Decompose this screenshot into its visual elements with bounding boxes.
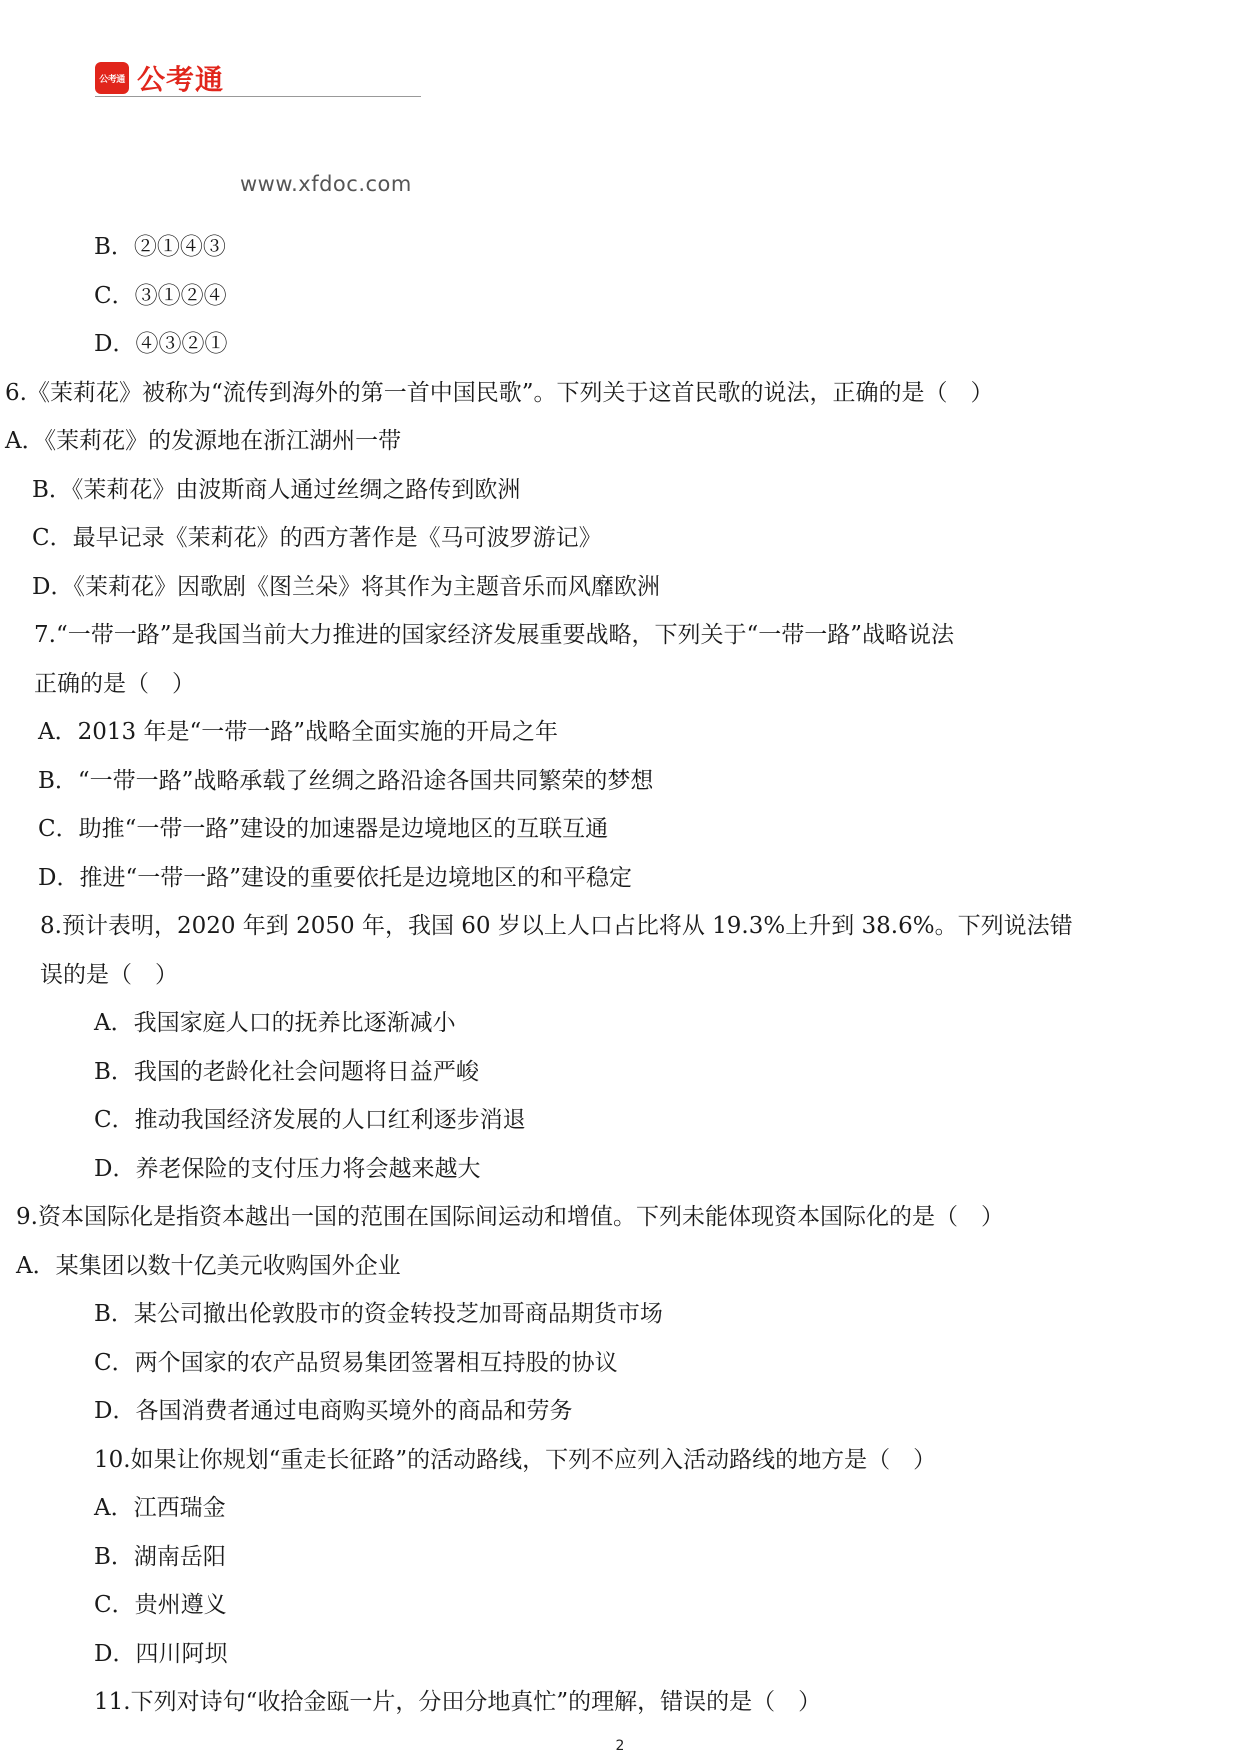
option-d-q8: D．养老保险的支付压力将会越来越大 [94, 1156, 481, 1182]
question-7-cont: 正确的是（ ） [34, 671, 195, 697]
question-6: 6.《茉莉花》被称为“流传到海外的第一首中国民歌”。下列关于这首民歌的说法，正确的是（ ） [5, 380, 994, 406]
page-number: 2 [615, 1738, 625, 1754]
option-a-q9: A．某集团以数十亿美元收购国外企业 [16, 1253, 401, 1279]
question-7: 7.“一带一路”是我国当前大力推进的国家经济发展重要战略，下列关于“一带一路”战略说法 [34, 622, 954, 648]
option-a-q8: A．我国家庭人口的抚养比逐渐减小 [94, 1010, 456, 1036]
option-c-q10: C．贵州遵义 [94, 1592, 227, 1618]
option-c-q5: C．③①②④ [94, 283, 227, 309]
option-d-q6: D．《茉莉花》因歌剧《图兰朵》将其作为主题音乐而风靡欧洲 [32, 574, 660, 600]
question-8: 8.预计表明，2020 年到 2050 年，我国 60 岁以上人口占比将从 19.3%上升到 38.6%。下列说法错 [40, 913, 1073, 939]
header-divider [95, 96, 421, 97]
option-b-q7: B．“一带一路”战略承载了丝绸之路沿途各国共同繁荣的梦想 [38, 768, 654, 794]
option-a-q6: A．《茉莉花》的发源地在浙江湖州一带 [5, 428, 402, 454]
logo-text: 公考通 [137, 63, 225, 96]
brand-logo [95, 58, 224, 98]
option-d-q9: D．各国消费者通过电商购买境外的商品和劳务 [94, 1398, 573, 1424]
option-b-q5: B．②①④③ [94, 234, 226, 260]
question-11: 11.下列对诗句“收拾金瓯一片，分田分地真忙”的理解，错误的是（ ） [94, 1689, 822, 1715]
option-a-q7: A．2013 年是“一带一路”战略全面实施的开局之年 [38, 719, 558, 745]
question-8-cont: 误的是（ ） [40, 962, 178, 988]
option-b-q8: B．我国的老龄化社会问题将日益严峻 [94, 1059, 479, 1085]
option-b-q9: B．某公司撤出伦敦股市的资金转投芝加哥商品期货市场 [94, 1301, 663, 1327]
option-d-q10: D．四川阿坝 [94, 1641, 228, 1667]
option-a-q10: A．江西瑞金 [94, 1495, 226, 1521]
question-10: 10.如果让你规划“重走长征路”的活动路线，下列不应列入活动路线的地方是（ ） [94, 1447, 937, 1473]
logo-badge-icon: 公考通 [95, 62, 129, 94]
option-d-q7: D．推进“一带一路”建设的重要依托是边境地区的和平稳定 [38, 865, 632, 891]
option-c-q6: C．最早记录《茉莉花》的西方著作是《马可波罗游记》 [32, 525, 602, 551]
option-d-q5: D．④③②① [94, 331, 228, 357]
question-9: 9.资本国际化是指资本越出一国的范围在国际间运动和增值。下列未能体现资本国际化的是（ ） [16, 1204, 1004, 1230]
option-b-q6: B．《茉莉花》由波斯商人通过丝绸之路传到欧洲 [32, 477, 521, 503]
option-c-q7: C．助推“一带一路”建设的加速器是边境地区的互联互通 [38, 816, 609, 842]
option-b-q10: B．湖南岳阳 [94, 1544, 226, 1570]
option-c-q9: C．两个国家的农产品贸易集团签署相互持股的协议 [94, 1350, 618, 1376]
watermark-url: www.xfdoc.com [240, 172, 412, 196]
option-c-q8: C．推动我国经济发展的人口红利逐步消退 [94, 1107, 526, 1133]
